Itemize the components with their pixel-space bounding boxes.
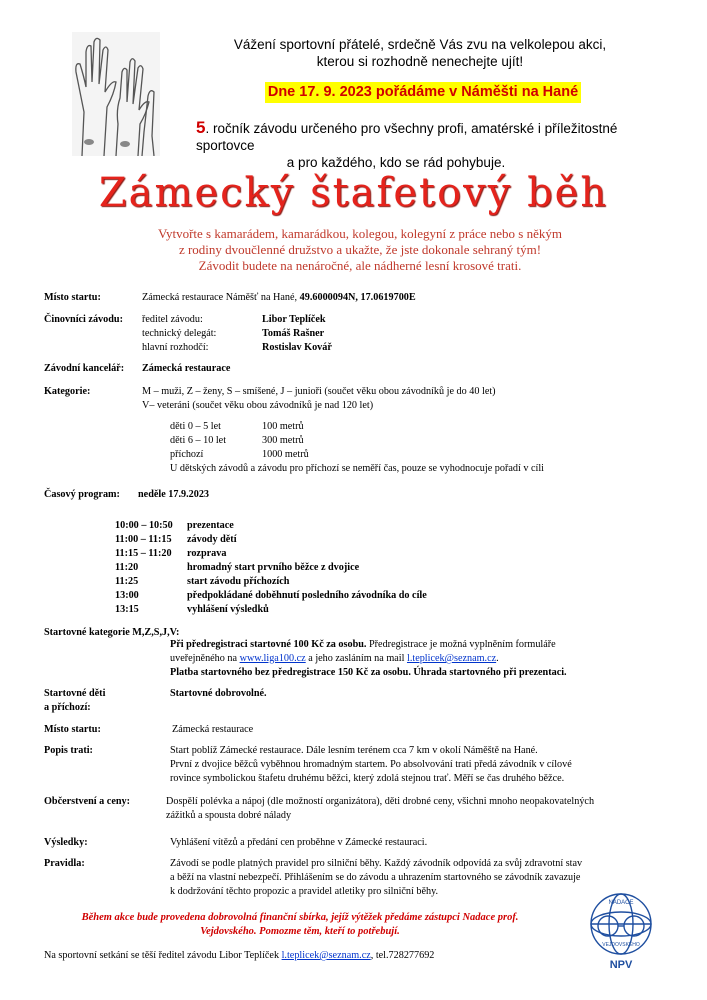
entry-fee-line-3: Platba startovného bez předregistrace 150 Kč za osobu. Úhrada startovného při prezentaci. [170, 667, 567, 678]
charity-note [40, 911, 560, 939]
edition-line-1: . ročník závodu určeného pro všechny profi, amatérské i příležitostné sportovce [196, 121, 618, 153]
closing-text: Na sportovní setkání se těší ředitel závodu Libor Teplíček [44, 950, 282, 961]
schedule-time: 11:25 [115, 576, 139, 587]
edition-line-2: a pro každého, kdo se rád pohybuje. [286, 155, 506, 170]
schedule-time: 11:20 [115, 562, 139, 573]
official-name: Tomáš Rašner [262, 328, 325, 339]
race-office-label: Závodní kancelář: [44, 363, 125, 374]
kids-category: děti 6 – 10 let [170, 435, 227, 446]
race-office-value: Zámecká restaurace [142, 363, 231, 374]
start-place-value-2: Zámecká restaurace [172, 724, 254, 735]
kids-category: děti 0 – 5 let [170, 421, 221, 432]
schedule-time: 10:00 – 10:50 [115, 520, 173, 531]
edition-number: 5 [196, 118, 206, 137]
closing-line [44, 949, 434, 963]
schedule-item: vyhlášení výsledků [187, 604, 269, 615]
official-role: technický delegát: [142, 328, 217, 339]
gps-coordinates: 49.6000094N, 17.0619700E [299, 292, 416, 303]
tagline [100, 226, 620, 274]
schedule-time: 13:00 [115, 590, 139, 601]
kids-fee-value: Startovné dobrovolné. [170, 688, 267, 699]
schedule-date: neděle 17.9.2023 [138, 489, 210, 500]
tagline-line: z rodiny dvoučlenné družstvo a ukažte, že jste dokonale sehraný tým! [178, 242, 542, 257]
entry-fee-label: Startovné kategorie M,Z,S,J,V: [44, 627, 180, 638]
official-role: hlavní rozhodčí: [142, 342, 209, 353]
categories-line-2: V– veteráni (součet věku obou závodníků je nad 120 let) [142, 400, 374, 411]
official-name: Libor Teplíček [262, 314, 326, 325]
logo-bottom-text: VEJDOVSKÉHO [602, 942, 640, 948]
kids-distance: 1000 metrů [262, 449, 309, 460]
schedule-time: 11:00 – 11:15 [115, 534, 172, 545]
entry-fee-text: . [496, 653, 499, 664]
officials-label: Činovníci závodu: [44, 314, 123, 325]
charity-line: Během akce bude provedena dobrovolná finanční sbírka, jejíž výtěžek předáme zástupci Nadace prof. [81, 912, 519, 923]
kids-fee-label-1: Startovné děti [44, 688, 106, 699]
event-title: Zámecký štafetový běh [98, 170, 609, 216]
categories-label: Kategorie: [44, 386, 91, 397]
kids-category: příchozí [170, 449, 204, 460]
email-link[interactable]: l.teplicek@seznam.cz [406, 653, 497, 664]
schedule-item: rozprava [187, 548, 227, 559]
schedule-time: 13:15 [115, 604, 139, 615]
schedule-label: Časový program: [44, 489, 120, 500]
categories-note: U dětských závodů a závodu pro příchozí se neměří čas, pouze se vyhodnocuje pořadí v cíli [170, 463, 544, 474]
edition-text [196, 119, 676, 171]
raised-hands-image [72, 32, 160, 156]
start-place-label-2: Místo startu: [44, 724, 101, 735]
track-label: Popis trati: [44, 745, 93, 756]
schedule-item: předpokládané doběhnutí posledního závodníka do cíle [187, 590, 427, 601]
categories-line-1: M – muži, Z – ženy, S – smíšené, J – junioři (součet věku obou závodníků je do 40 let) [142, 386, 496, 397]
rules-label: Pravidla: [44, 858, 85, 869]
results-label: Výsledky: [44, 837, 88, 848]
refreshments-line: Dospělí polévka a nápoj (dle možností organizátora), děti drobné ceny, všichni mnoho neopakovatelných [166, 796, 595, 807]
intro-line-2: kterou si rozhodně nenechejte ujít! [316, 54, 524, 69]
intro-line-1: Vážení sportovní přátelé, srdečně Vás zvu na velkolepou akci, [233, 37, 607, 52]
official-name: Rostislav Kovář [262, 342, 332, 353]
entry-fee-prereg-note: Předregistrace je možná vyplněním formuláře [366, 639, 556, 650]
tagline-line: Vytvořte s kamarádem, kamarádkou, kolegou, kolegyní z práce nebo s někým [158, 226, 562, 241]
schedule-item: hromadný start prvního běžce z dvojice [187, 562, 360, 573]
kids-distance: 100 metrů [262, 421, 304, 432]
schedule-item: závody dětí [187, 534, 237, 545]
closing-phone: , tel.728277692 [370, 950, 435, 961]
official-role: ředitel závodu: [142, 314, 203, 325]
track-line: První z dvojice běžců vyběhnou hromadným startem. Po absolvování trati předá závodník v cílové [170, 759, 572, 770]
kids-fee-label-2: a příchozí: [44, 702, 91, 713]
start-place-text: Zámecká restaurace Náměšť na Hané, [142, 292, 300, 303]
rules-line: a běží na vlastní nebezpečí. Přihlášením se do závodu a uhrazením startovného se závodník zavazuje [170, 872, 581, 883]
schedule-item: start závodu příchozích [187, 576, 290, 587]
refreshments-line: zážitků a spousta dobré nálady [166, 810, 292, 821]
npv-foundation-logo [576, 886, 666, 972]
entry-fee-prereg: Při předregistraci startovné 100 Kč za osobu. [170, 639, 367, 650]
entry-fee-text: uveřejněného na [170, 653, 240, 664]
schedule-item: prezentace [187, 520, 234, 531]
logo-top-text: NADACE [608, 900, 634, 906]
refreshments-label: Občerstvení a ceny: [44, 796, 131, 807]
logo-letters: NPV [609, 959, 633, 971]
kids-distance: 300 metrů [262, 435, 304, 446]
rules-line: Závodí se podle platných pravidel pro silniční běhy. Každý závodník odpovídá za svůj zdravotní stav [170, 858, 583, 869]
entry-fee-line-1 [170, 638, 556, 652]
closing-email-link[interactable]: l.teplicek@seznam.cz [281, 950, 371, 961]
charity-line: Vejdovského. Pomozme těm, kteří to potřebují. [200, 926, 400, 937]
rules-line: k dodržování těchto propozic a pravidel atletiky pro silniční běhy. [170, 886, 439, 897]
entry-fee-line-2 [170, 652, 499, 666]
start-place-value [142, 291, 416, 305]
track-line: rovince symbolickou štafetu druhému běžci, který zdolá stejnou trať. Měří se čas druhého běžce. [170, 773, 565, 784]
tagline-line: Závodit budete na nenáročné, ale nádherné lesní krosové trati. [198, 258, 522, 273]
liga100-link[interactable]: www.liga100.cz [239, 653, 306, 664]
results-value: Vyhlášení vítězů a předání cen proběhne v Zámecké restauraci. [170, 837, 428, 848]
start-place-label: Místo startu: [44, 292, 101, 303]
track-line: Start poblíž Zámecké restaurace. Dále lesním terénem cca 7 km v okolí Náměště na Hané. [170, 745, 538, 756]
date-banner: Dne 17. 9. 2023 pořádáme v Náměšti na Hané [265, 82, 581, 103]
schedule-time: 11:15 – 11:20 [115, 548, 172, 559]
entry-fee-text: a jeho zasláním na mail [305, 653, 407, 664]
